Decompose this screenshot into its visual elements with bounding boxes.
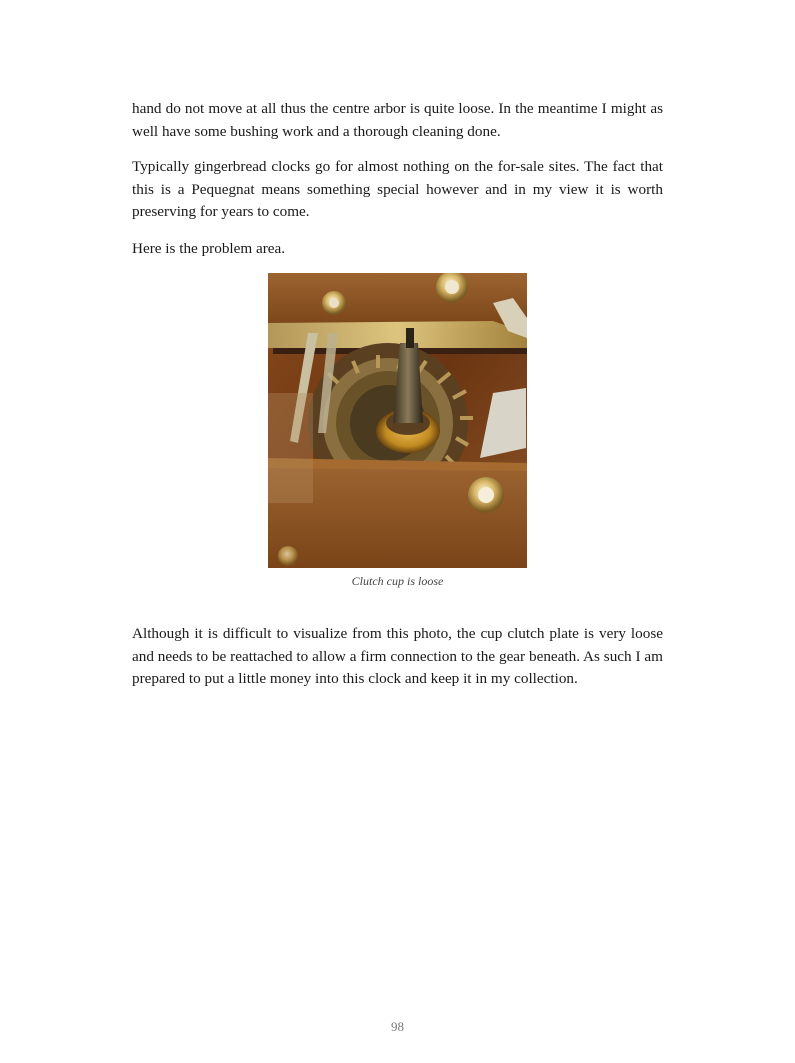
- paragraph-2: Typically gingerbread clocks go for almost nothing on the for-sale sites. The fact that this is a Pequegnat means something special however and in my view it is worth preserving for years to come.: [132, 158, 663, 220]
- paragraph-1: hand do not move at all thus the centre arbor is quite loose. In the meantime I might as well have some bushing work and a thorough cleaning done.: [132, 100, 663, 140]
- paragraph-3: Here is the problem area.: [132, 240, 286, 257]
- page-number: 98: [391, 1019, 404, 1034]
- paragraph-4: Although it is difficult to visualize from this photo, the cup clutch plate is very loose and needs to be reattached to allow a firm connection to the gear beneath. As such I am prepared to put a little money into this clock and keep it in my collection.: [132, 625, 663, 687]
- figure-caption: Clutch cup is loose: [351, 574, 444, 588]
- clock-movement-photo: [268, 273, 527, 568]
